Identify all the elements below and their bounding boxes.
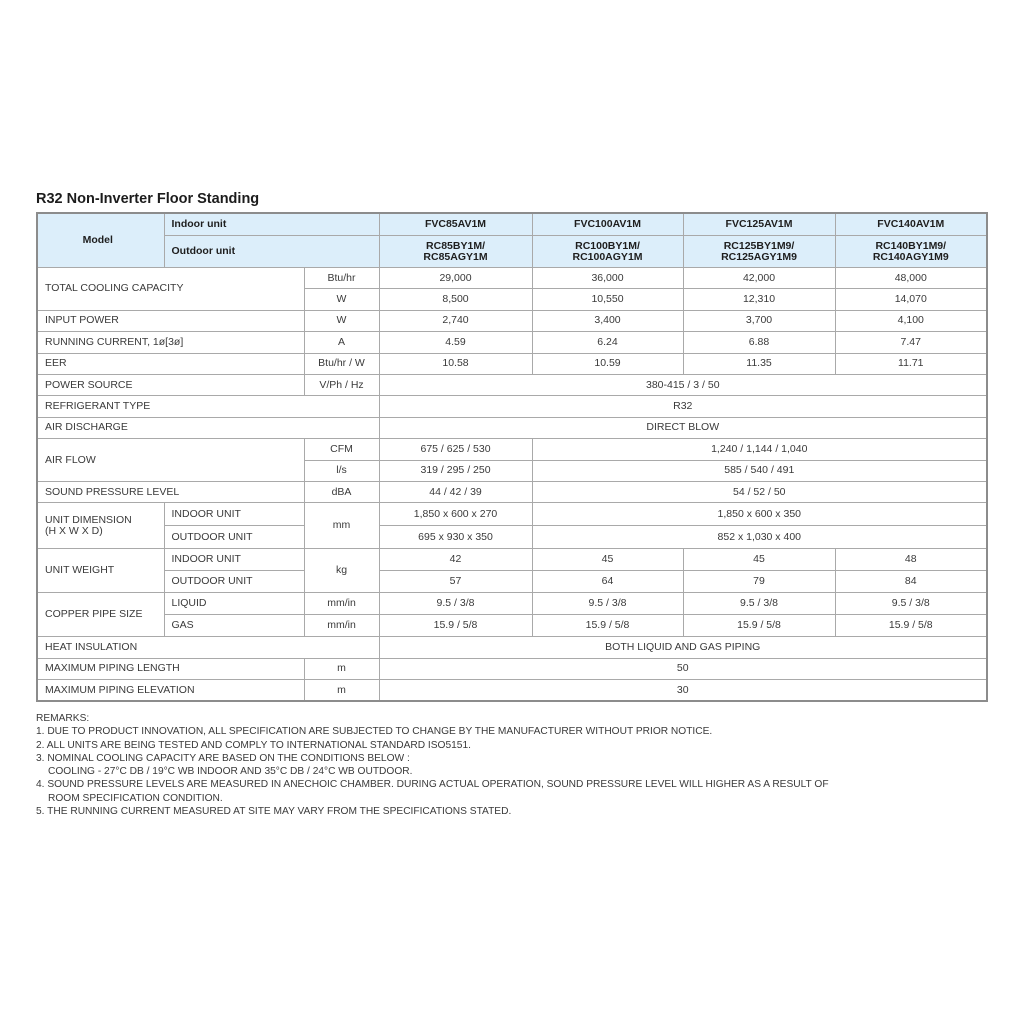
value-cell: 64	[532, 571, 683, 593]
row-label: AIR FLOW	[37, 439, 304, 482]
unit-cell: CFM	[304, 439, 379, 460]
row-label: SOUND PRESSURE LEVEL	[37, 481, 304, 502]
value-cell: 15.9 / 5/8	[835, 615, 987, 637]
row-label: INPUT POWER	[37, 310, 304, 331]
value-cell: 9.5 / 3/8	[379, 593, 532, 615]
value-cell: 10.59	[532, 353, 683, 374]
value-cell: 852 x 1,030 x 400	[532, 526, 987, 549]
value-cell: 4,100	[835, 310, 987, 331]
value-cell: 10,550	[532, 289, 683, 310]
value-cell: 36,000	[532, 268, 683, 289]
value-cell: 380-415 / 3 / 50	[379, 374, 987, 395]
unit-cell: mm	[304, 503, 379, 549]
value-cell: 695 x 930 x 350	[379, 526, 532, 549]
value-cell: 6.88	[683, 332, 835, 353]
table-row	[37, 332, 987, 353]
indoor-unit-header: Indoor unit	[164, 213, 379, 236]
table-row	[37, 374, 987, 395]
unit-cell: m	[304, 680, 379, 702]
table-row	[37, 593, 987, 615]
table-row	[37, 549, 987, 571]
header-row-outdoor	[37, 236, 987, 268]
unit-cell: dBA	[304, 481, 379, 502]
value-cell: 57	[379, 571, 532, 593]
value-cell: 10.58	[379, 353, 532, 374]
remark-line: COOLING - 27°C DB / 19°C WB INDOOR AND 35°C DB / 24°C WB OUTDOOR.	[48, 766, 413, 778]
value-cell: 44 / 42 / 39	[379, 481, 532, 502]
table-row	[37, 417, 987, 438]
remark-line: 2. ALL UNITS ARE BEING TESTED AND COMPLY TO INTERNATIONAL STANDARD ISO5151.	[36, 739, 471, 751]
remark-line: 1. DUE TO PRODUCT INNOVATION, ALL SPECIFICATION ARE SUBJECTED TO CHANGE BY THE MANUFACTURER WITHOUT PRIOR NOTICE.	[36, 726, 713, 738]
remarks	[36, 712, 829, 818]
remark-line: 5. THE RUNNING CURRENT MEASURED AT SITE MAY VARY FROM THE SPECIFICATIONS STATED.	[36, 806, 512, 818]
indoor-model: FVC125AV1M	[683, 213, 835, 236]
table-row	[37, 503, 987, 526]
indoor-model: FVC140AV1M	[835, 213, 987, 236]
row-label: RUNNING CURRENT, 1ø[3ø]	[37, 332, 304, 353]
value-cell: 4.59	[379, 332, 532, 353]
value-cell: 14,070	[835, 289, 987, 310]
value-cell: 30	[379, 680, 987, 702]
remarks-heading: REMARKS:	[36, 713, 90, 724]
unit-cell: mm/in	[304, 615, 379, 637]
value-cell: 9.5 / 3/8	[835, 593, 987, 615]
value-cell: R32	[379, 396, 987, 417]
value-cell: 585 / 540 / 491	[532, 460, 987, 481]
value-cell: 15.9 / 5/8	[379, 615, 532, 637]
spec-table	[36, 212, 988, 702]
table-row	[37, 526, 987, 549]
sub-label: OUTDOOR UNIT	[164, 526, 304, 549]
row-label: UNIT DIMENSION (H X W X D)	[37, 503, 164, 549]
unit-cell: A	[304, 332, 379, 353]
table-row	[37, 680, 987, 702]
table-row	[37, 658, 987, 679]
table-row	[37, 396, 987, 417]
value-cell: 1,850 x 600 x 350	[532, 503, 987, 526]
value-cell: 45	[532, 549, 683, 571]
remark-line: 4. SOUND PRESSURE LEVELS ARE MEASURED IN ANECHOIC CHAMBER. DURING ACTUAL OPERATION, SOUND PRESSURE LEVEL WILL HIGHER AS A RESULT OF	[36, 779, 829, 791]
value-cell: 15.9 / 5/8	[532, 615, 683, 637]
unit-cell: kg	[304, 549, 379, 593]
value-cell: 8,500	[379, 289, 532, 310]
unit-cell: W	[304, 310, 379, 331]
outdoor-unit-header: Outdoor unit	[164, 236, 379, 268]
outdoor-model: RC100BY1M/ RC100AGY1M	[532, 236, 683, 268]
value-cell: 9.5 / 3/8	[683, 593, 835, 615]
value-cell: 50	[379, 658, 987, 679]
header-row-indoor	[37, 213, 987, 236]
row-label: POWER SOURCE	[37, 374, 304, 395]
table-row	[37, 353, 987, 374]
unit-cell: Btu/hr / W	[304, 353, 379, 374]
model-header: Model	[37, 213, 164, 268]
unit-cell: m	[304, 658, 379, 679]
sub-label: OUTDOOR UNIT	[164, 571, 304, 593]
value-cell: 45	[683, 549, 835, 571]
value-cell: 1,850 x 600 x 270	[379, 503, 532, 526]
table-row	[37, 439, 987, 460]
row-label: REFRIGERANT TYPE	[37, 396, 379, 417]
row-label: MAXIMUM PIPING LENGTH	[37, 658, 304, 679]
value-cell: 54 / 52 / 50	[532, 481, 987, 502]
value-cell: 9.5 / 3/8	[532, 593, 683, 615]
value-cell: 1,240 / 1,144 / 1,040	[532, 439, 987, 460]
value-cell: 7.47	[835, 332, 987, 353]
value-cell: 675 / 625 / 530	[379, 439, 532, 460]
unit-cell: l/s	[304, 460, 379, 481]
sub-label: INDOOR UNIT	[164, 503, 304, 526]
outdoor-model: RC85BY1M/ RC85AGY1M	[379, 236, 532, 268]
value-cell: 42	[379, 549, 532, 571]
value-cell: 79	[683, 571, 835, 593]
value-cell: 11.71	[835, 353, 987, 374]
unit-cell: Btu/hr	[304, 268, 379, 289]
unit-cell: V/Ph / Hz	[304, 374, 379, 395]
value-cell: 3,400	[532, 310, 683, 331]
value-cell: 6.24	[532, 332, 683, 353]
remark-line: 3. NOMINAL COOLING CAPACITY ARE BASED ON THE CONDITIONS BELOW :	[36, 752, 410, 764]
row-label: MAXIMUM PIPING ELEVATION	[37, 680, 304, 702]
value-cell: 29,000	[379, 268, 532, 289]
table-row	[37, 481, 987, 502]
table-row	[37, 268, 987, 289]
indoor-model: FVC85AV1M	[379, 213, 532, 236]
row-label: EER	[37, 353, 304, 374]
row-label: COPPER PIPE SIZE	[37, 593, 164, 637]
value-cell: 319 / 295 / 250	[379, 460, 532, 481]
value-cell: 42,000	[683, 268, 835, 289]
row-label: HEAT INSULATION	[37, 637, 379, 658]
outdoor-model: RC140BY1M9/ RC140AGY1M9	[835, 236, 987, 268]
row-label: TOTAL COOLING CAPACITY	[37, 268, 304, 311]
sub-label: INDOOR UNIT	[164, 549, 304, 571]
value-cell: BOTH LIQUID AND GAS PIPING	[379, 637, 987, 658]
outdoor-model: RC125BY1M9/ RC125AGY1M9	[683, 236, 835, 268]
value-cell: 15.9 / 5/8	[683, 615, 835, 637]
indoor-model: FVC100AV1M	[532, 213, 683, 236]
unit-cell: W	[304, 289, 379, 310]
value-cell: 84	[835, 571, 987, 593]
value-cell: 11.35	[683, 353, 835, 374]
value-cell: 48	[835, 549, 987, 571]
table-row	[37, 571, 987, 593]
table-row	[37, 637, 987, 658]
value-cell: 2,740	[379, 310, 532, 331]
unit-cell: mm/in	[304, 593, 379, 615]
value-cell: 3,700	[683, 310, 835, 331]
remark-line: ROOM SPECIFICATION CONDITION.	[48, 792, 223, 804]
row-label: UNIT WEIGHT	[37, 549, 164, 593]
value-cell: 48,000	[835, 268, 987, 289]
table-row	[37, 310, 987, 331]
value-cell: 12,310	[683, 289, 835, 310]
sub-label: LIQUID	[164, 593, 304, 615]
table-row	[37, 615, 987, 637]
page-title: R32 Non-Inverter Floor Standing	[36, 191, 260, 207]
row-label: AIR DISCHARGE	[37, 417, 379, 438]
value-cell: DIRECT BLOW	[379, 417, 987, 438]
sub-label: GAS	[164, 615, 304, 637]
